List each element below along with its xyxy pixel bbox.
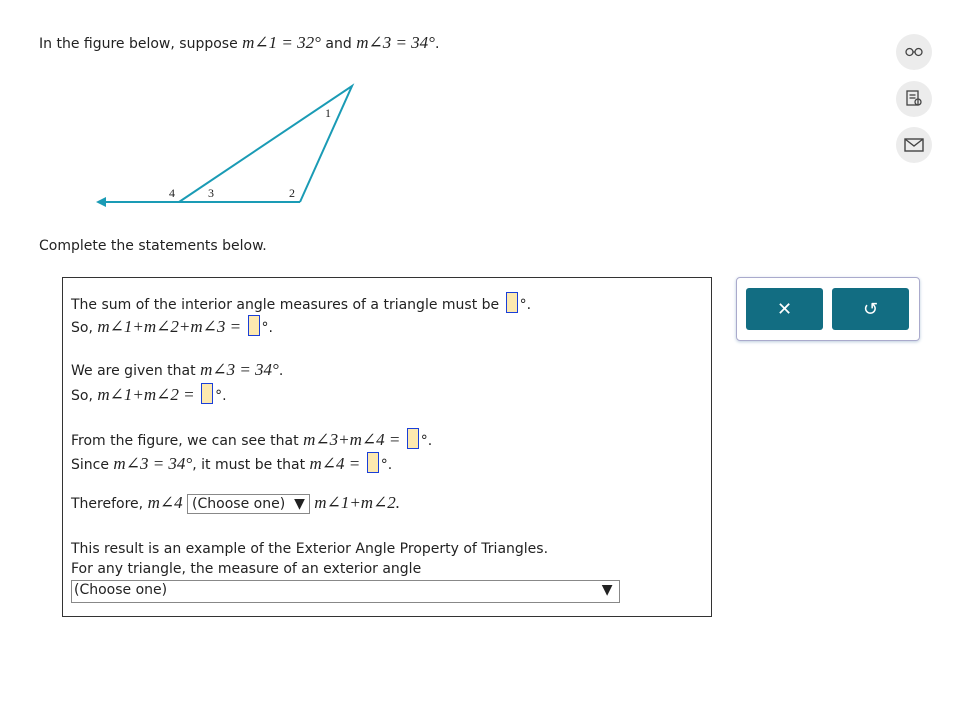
comparison-select[interactable]: (Choose one) ▼: [187, 494, 310, 514]
statement-4: Therefore, m∠4 (Choose one) ▼ m∠1+m∠2.: [71, 493, 401, 512]
angle-label-3: 3: [208, 186, 214, 200]
problem-prompt: In the figure below, suppose m∠1 = 32° and m∠3 = 34°.: [39, 33, 440, 52]
notes-icon[interactable]: [896, 81, 932, 117]
glasses-icon[interactable]: [896, 34, 932, 70]
mail-icon[interactable]: [896, 127, 932, 163]
dropdown-arrow-icon: ▼: [601, 582, 617, 598]
action-panel: [736, 277, 920, 341]
answer-input-angles-sum[interactable]: [248, 315, 260, 336]
angle-label-4: 4: [169, 186, 175, 200]
angle-label-2: 2: [289, 186, 295, 200]
answer-input-3-plus-4[interactable]: [407, 428, 419, 449]
clear-button[interactable]: ✕: [746, 288, 823, 330]
answer-input-angle-4[interactable]: [367, 452, 379, 473]
answer-input-1-plus-2[interactable]: [201, 383, 213, 404]
statement-3b: Since m∠3 = 34°, it must be that m∠4 = °.: [71, 454, 393, 473]
answer-box: [62, 277, 712, 617]
statement-2b: So, m∠1+m∠2 = °.: [71, 385, 227, 404]
statement-1a: The sum of the interior angle measures of a triangle must be °.: [71, 292, 531, 313]
undo-button[interactable]: ↺: [832, 288, 909, 330]
statement-1b: So, m∠1+m∠2+m∠3 = °.: [71, 317, 273, 336]
statement-5b: For any triangle, the measure of an exterior angle: [71, 561, 422, 577]
arrow-head-icon: [96, 197, 106, 207]
instructions: Complete the statements below.: [39, 238, 267, 254]
triangle-figure: [0, 0, 400, 220]
statement-3a: From the figure, we can see that m∠3+m∠4 = °.: [71, 430, 433, 449]
statement-5a: This result is an example of the Exterior Angle Property of Triangles.: [71, 541, 549, 557]
statement-2a: We are given that m∠3 = 34°.: [71, 360, 284, 379]
answer-input-sum[interactable]: [506, 292, 518, 313]
angle-label-1: 1: [325, 106, 331, 120]
exterior-angle-select[interactable]: (Choose one) ▼: [71, 580, 620, 603]
